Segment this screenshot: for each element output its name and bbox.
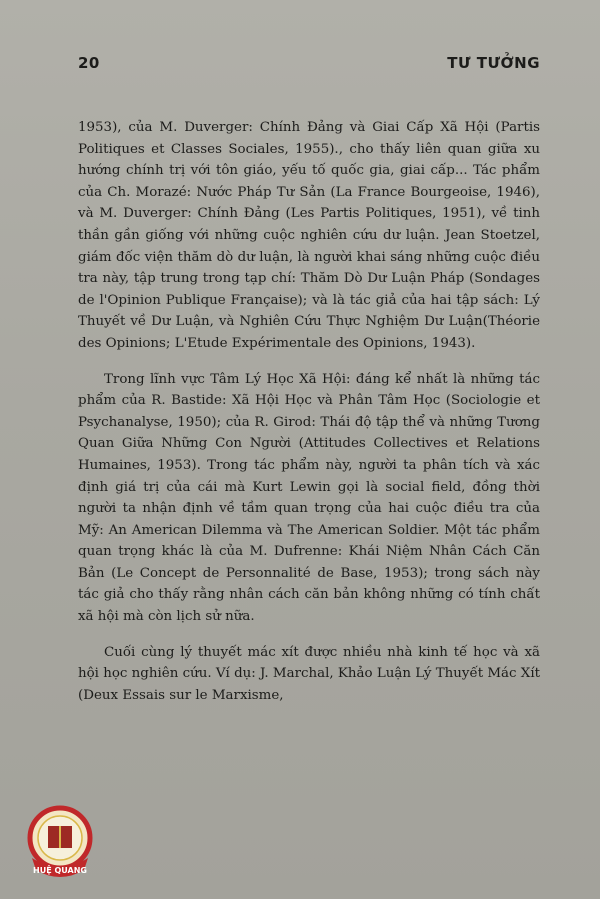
page-header (78, 50, 540, 72)
body-text (78, 117, 540, 706)
paragraph-1: 1953), của M. Duverger: Chính Đảng và Giai Cấp Xã Hội (Partis Politiques et Classes Sociales, 1955)., cho thấy liên quan giữa xu hướng chính trị với tôn giáo, yếu tố quốc gia, giai cấp... Tác phẩm của Ch. Morazé: Nước Pháp Tư Sản (La France Bourgeoise, 1946), và M. Duverger: Chính Đảng (Les Partis Politiques, 1951), về tinh thần gần giống với những cuộc nghiên cứu dư luận. Jean Stoetzel, giám đốc viện thăm dò dư luận, là người khai sáng những cuộc điều tra này, tập trung trong tạp chí: Thăm Dò Dư Luận Pháp (Sondages de l'Opinion Publique Française); và là tác giả của hai tập sách: Lý Thuyết về Dư Luận, và Nghiên Cứu Thực Nghiệm Dư Luận(Théorie des Opinions; L'Etude Expérimentale des Opinions, 1943). (78, 120, 540, 351)
logo-name: HUỆ QUANG (33, 866, 87, 875)
running-title: TƯ TƯỞNG (447, 54, 540, 72)
paragraph-3: Cuối cùng lý thuyết mác xít được nhiều nhà kinh tế học và xã hội học nghiên cứu. Ví dụ: J. Marchal, Khảo Luận Lý Thuyết Mác Xít (Deux Essais sur le Marxisme, (78, 644, 540, 703)
page-number: 20 (78, 54, 100, 72)
hue-quang-logo (18, 800, 102, 884)
paragraph-2: Trong lĩnh vực Tâm Lý Học Xã Hội: đáng kể nhất là những tác phẩm của R. Bastide: Xã Hội Học và Phân Tâm Học (Sociologie et Psychanalyse, 1950); của R. Girod: Thái độ tập thể và những Tương Quan Giữa Những Con Người (Attitudes Collectives et Relations Humaines, 1953). Trong tác phẩm này, người ta phân tích và xác định giá trị của cái mà Kurt Lewin gọi là social field, đồng thời người ta nhận định về tầm quan trọng của hai cuộc điều tra của Mỹ: An American Dilemma và The American Soldier. Một tác phẩm quan trọng khác là của M. Dufrenne: Khái Niệm Nhân Cách Căn Bản (Le Concept de Personnalité de Base, 1953); trong sách này tác giả cho thấy rằng nhân cách căn bản không những có tính chất xã hội mà còn lịch sử nữa. (78, 371, 540, 625)
